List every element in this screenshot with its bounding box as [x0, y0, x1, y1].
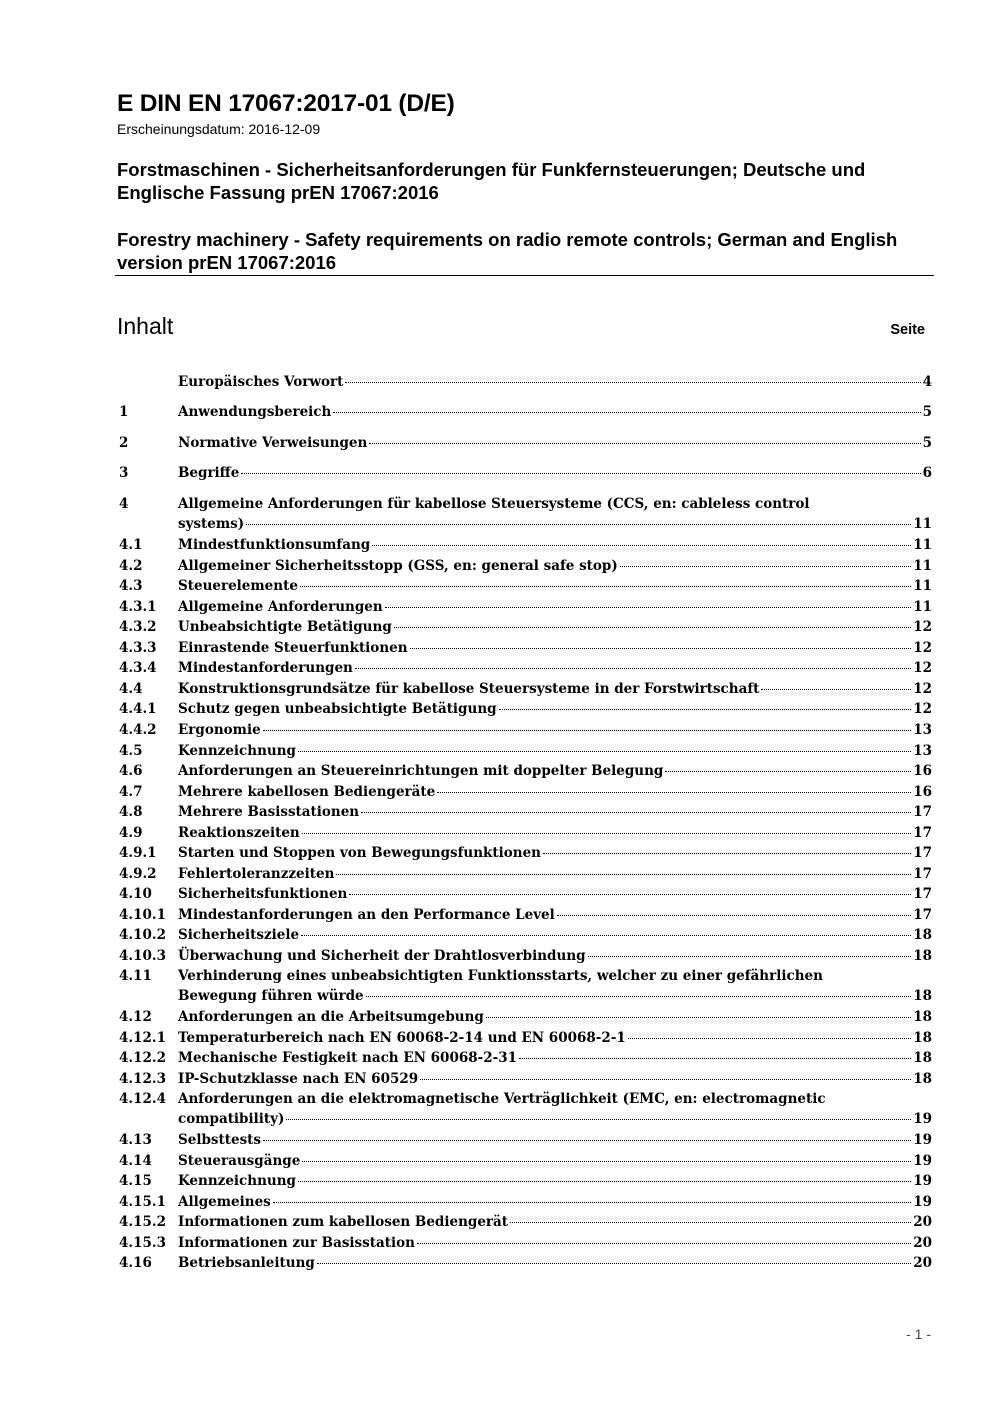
toc-entry-title-block	[178, 597, 932, 617]
toc-entry[interactable]	[117, 864, 932, 884]
toc-leader-line	[178, 986, 932, 1006]
toc-entry-number: 4.16	[119, 1255, 152, 1271]
toc-entry-page: 16	[913, 763, 932, 779]
toc-leader-line	[178, 761, 932, 781]
dot-leader	[420, 1079, 911, 1080]
dot-leader	[486, 1017, 911, 1018]
toc-entry-number: 4.3	[119, 578, 143, 594]
toc-entry-number: 4.11	[119, 968, 152, 984]
dot-leader	[263, 730, 912, 731]
toc-leader-line	[178, 372, 932, 392]
dot-leader	[273, 1202, 911, 1203]
toc-entry-title-block	[178, 1233, 932, 1253]
toc-entry-title-block	[178, 1253, 932, 1273]
dot-leader	[302, 833, 911, 834]
toc-entry-title: Anwendungsbereich	[178, 404, 332, 420]
toc-entry[interactable]	[117, 679, 932, 699]
toc-entry-title: Europäisches Vorwort	[178, 374, 344, 390]
toc-entry-title: Anforderungen an Steuereinrichtungen mit doppelter Belegung	[178, 763, 664, 779]
toc-entry[interactable]	[117, 494, 932, 533]
toc-leader-line	[178, 402, 932, 422]
toc-entry-title: Sicherheitsziele	[178, 927, 300, 943]
toc-entry-title: Normative Verweisungen	[178, 435, 368, 451]
toc-leader-line	[178, 1212, 932, 1232]
toc-entry-page: 5	[922, 404, 932, 420]
dot-leader	[761, 689, 911, 690]
toc-entry[interactable]	[117, 802, 932, 822]
toc-entry-title-block	[178, 535, 932, 555]
toc-entry-page: 12	[913, 701, 932, 717]
dot-leader	[336, 874, 911, 875]
toc-entry-title-block	[178, 433, 932, 453]
toc-entry-title: IP-Schutzklasse nach EN 60529	[178, 1071, 419, 1087]
toc-entry-title-block	[178, 823, 932, 843]
toc-entry-number: 4.3.2	[119, 619, 157, 635]
toc-entry-number: 4.12	[119, 1009, 152, 1025]
toc-entry[interactable]	[117, 1048, 932, 1068]
toc-entry-title: Betriebsanleitung	[178, 1255, 315, 1271]
toc-entry-title: Reaktionszeiten	[178, 825, 300, 841]
toc-entry[interactable]	[117, 741, 932, 761]
title-german: Forstmaschinen - Sicherheitsanforderungen für Funkfernsteuerungen; Deutsche und Englische Fassung prEN 17067:2016	[117, 159, 866, 203]
dot-leader	[557, 915, 911, 916]
toc-entry-title: Selbsttests	[178, 1132, 262, 1148]
toc-leader-line	[178, 679, 932, 699]
toc-entry[interactable]	[117, 699, 932, 719]
toc-leader-line	[178, 1233, 932, 1253]
dot-leader	[286, 1119, 911, 1120]
toc-entry-page: 19	[913, 1132, 932, 1148]
toc-entry-title-block	[178, 576, 932, 596]
toc-entry-title-block	[178, 494, 932, 535]
dot-leader	[588, 956, 912, 957]
toc-entry-page: 18	[913, 1050, 932, 1066]
toc-entry-number: 4.9	[119, 825, 143, 841]
dot-leader	[620, 566, 911, 567]
toc-entry-page: 20	[913, 1214, 932, 1230]
toc-entry-number: 4.3.4	[119, 660, 157, 676]
toc-leader-line	[178, 843, 932, 863]
toc-leader-line	[178, 1253, 932, 1273]
toc-entry-number: 4.10.3	[119, 948, 166, 964]
toc-entry-page: 11	[913, 578, 932, 594]
toc-entry-page: 17	[913, 825, 932, 841]
toc-entry-page: 11	[913, 537, 932, 553]
toc-entry-title-block	[178, 761, 932, 781]
toc-entry[interactable]	[117, 576, 932, 596]
toc-entry-title: Informationen zur Basisstation	[178, 1235, 415, 1251]
title-english: Forestry machinery - Safety requirements on radio remote controls; German and English version prEN 17067:2016	[117, 229, 898, 273]
toc-leader-line	[178, 1028, 932, 1048]
toc-entry[interactable]	[117, 966, 932, 1005]
toc-entry-title: Schutz gegen unbeabsichtigte Betätigung	[178, 701, 497, 717]
dot-leader	[510, 1222, 911, 1223]
toc-leader-line	[178, 802, 932, 822]
toc-leader-line	[178, 905, 932, 925]
toc-entry-title-block	[178, 905, 932, 925]
toc-leader-line	[178, 1151, 932, 1171]
dot-leader	[361, 812, 911, 813]
toc-entry-title-block	[178, 1192, 932, 1212]
toc-entry-page: 19	[913, 1173, 932, 1189]
toc-entry[interactable]	[117, 372, 932, 392]
toc-entry[interactable]	[117, 1130, 932, 1150]
toc-entry[interactable]	[117, 1007, 932, 1027]
toc-entry-number: 4.10.1	[119, 907, 166, 923]
toc-entry[interactable]	[117, 1212, 932, 1232]
dot-leader	[246, 524, 911, 525]
toc-entry-number: 4.13	[119, 1132, 152, 1148]
toc-leader-line	[178, 658, 932, 678]
toc-leader-line	[178, 463, 932, 483]
toc-entry-title: Allgemeine Anforderungen	[178, 599, 383, 615]
toc-entry-title-block	[178, 946, 932, 966]
dot-leader	[298, 1181, 911, 1182]
toc-entry[interactable]	[117, 433, 932, 453]
toc-entry-title-block	[178, 782, 932, 802]
dot-leader	[437, 792, 911, 793]
dot-leader	[263, 1140, 911, 1141]
toc-entry-number: 4.1	[119, 537, 143, 553]
toc-entry[interactable]	[117, 402, 932, 422]
dot-leader	[665, 771, 911, 772]
toc-entry-title-block	[178, 1151, 932, 1171]
toc-entry-title: Steuerelemente	[178, 578, 298, 594]
dot-leader	[355, 668, 911, 669]
dot-leader	[394, 627, 911, 628]
toc-entry[interactable]	[117, 1089, 932, 1128]
toc-entry-page: 18	[913, 1030, 932, 1046]
dot-leader	[302, 1161, 911, 1162]
toc-entry-page: 19	[913, 1153, 932, 1169]
toc-entry-number: 4.14	[119, 1153, 152, 1169]
toc-entry-title-block	[178, 966, 932, 1007]
toc-entry-title-block	[178, 864, 932, 884]
toc-entry-title-block	[178, 925, 932, 945]
toc-entry-page: 17	[913, 845, 932, 861]
toc-entry-number: 4.12.2	[119, 1050, 166, 1066]
dot-leader	[628, 1038, 911, 1039]
toc-entry[interactable]	[117, 597, 932, 617]
dot-leader	[349, 894, 911, 895]
toc-entry[interactable]	[117, 1171, 932, 1191]
toc-entry[interactable]	[117, 884, 932, 904]
toc-entry-page: 19	[913, 1194, 932, 1210]
toc-entry-title-block	[178, 372, 932, 392]
toc-entry-title-block	[178, 638, 932, 658]
toc-entry-page: 13	[913, 722, 932, 738]
toc-entry[interactable]	[117, 1253, 932, 1273]
toc-entry-number: 4.15.2	[119, 1214, 166, 1230]
toc-entry-title-block	[178, 720, 932, 740]
toc-entry-page: 17	[913, 804, 932, 820]
toc-entry[interactable]	[117, 1028, 932, 1048]
toc-entry[interactable]	[117, 535, 932, 555]
toc-entry[interactable]	[117, 761, 932, 781]
dot-leader	[366, 996, 912, 997]
toc-leader-line	[178, 433, 932, 453]
toc-entry[interactable]	[117, 1192, 932, 1212]
toc-entry-title-block	[178, 679, 932, 699]
toc-leader-line	[178, 1069, 932, 1089]
toc-entry-title-block	[178, 658, 932, 678]
toc-leader-line	[178, 884, 932, 904]
toc-entry-title: Fehlertoleranzzeiten	[178, 866, 335, 882]
toc-entry-number: 4.8	[119, 804, 143, 820]
toc-entry[interactable]	[117, 925, 932, 945]
toc-entry-number: 4.9.2	[119, 866, 157, 882]
toc-entry-title: Sicherheitsfunktionen	[178, 886, 348, 902]
toc-entry-page: 11	[913, 599, 932, 615]
toc-entry-title: Allgemeine Anforderungen für kabellose Steuersysteme (CCS, en: cableless control	[178, 496, 810, 512]
toc-entry-title-block	[178, 884, 932, 904]
dot-leader	[543, 853, 911, 854]
toc-entry-page: 16	[913, 784, 932, 800]
dot-leader	[317, 1263, 911, 1264]
toc-entry-title-block	[178, 1007, 932, 1027]
toc-entry-number: 3	[119, 465, 129, 481]
toc-entry-page: 12	[913, 619, 932, 635]
toc-entry[interactable]	[117, 823, 932, 843]
toc-leader-line	[178, 823, 932, 843]
toc-entry-page: 18	[913, 1009, 932, 1025]
toc-entry-title-block	[178, 463, 932, 483]
toc-leader-line	[178, 556, 932, 576]
toc-entry[interactable]	[117, 946, 932, 966]
toc-leader-line	[178, 925, 932, 945]
toc-entry-title-block	[178, 1171, 932, 1191]
toc-entry-number: 4.2	[119, 558, 143, 574]
toc-leader-line	[178, 1130, 932, 1150]
toc-entry-title: Verhinderung eines unbeabsichtigten Funktionsstarts, welcher zu einer gefährlichen	[178, 968, 823, 984]
toc-entry-title: Kennzeichnung	[178, 1173, 296, 1189]
toc-entry-title-block	[178, 741, 932, 761]
toc-entry-page: 5	[922, 435, 932, 451]
toc-leader-line	[178, 638, 932, 658]
toc-leader-line	[178, 1109, 932, 1129]
dot-leader	[345, 382, 920, 383]
toc-entry-number: 4.9.1	[119, 845, 157, 861]
toc-leader-line	[178, 720, 932, 740]
dot-leader	[372, 545, 911, 546]
toc-leader-line	[178, 946, 932, 966]
dot-leader	[333, 412, 920, 413]
toc-entry-page: 17	[913, 907, 932, 923]
toc-leader-line	[178, 597, 932, 617]
toc-entry-title: Anforderungen an die elektromagnetische Verträglichkeit (EMC, en: electromagnetic	[178, 1091, 826, 1107]
toc-entry-title: Allgemeines	[178, 1194, 271, 1210]
toc-entry[interactable]	[117, 1233, 932, 1253]
toc-entry-title: Mindestanforderungen	[178, 660, 353, 676]
toc-entry-title: Mindestanforderungen an den Performance Level	[178, 907, 555, 923]
toc-entry[interactable]	[117, 782, 932, 802]
toc-heading: Inhalt	[117, 313, 174, 339]
toc-entry-page: 18	[913, 988, 932, 1005]
toc-entry-title: Allgemeiner Sicherheitsstopp (GSS, en: general safe stop)	[178, 558, 618, 574]
toc-entry-title: Starten und Stoppen von Bewegungsfunktionen	[178, 845, 541, 861]
dot-leader	[241, 473, 920, 474]
dot-leader	[369, 443, 920, 444]
toc-entry-number: 4.7	[119, 784, 143, 800]
toc-leader-line	[178, 1171, 932, 1191]
toc-entry-title-block	[178, 1069, 932, 1089]
toc-entry-title-continued: compatibility)	[178, 1111, 285, 1128]
toc-entry-number: 4.10.2	[119, 927, 166, 943]
toc-entry-number: 4.12.3	[119, 1071, 166, 1087]
toc-entry-title: Überwachung und Sicherheit der Drahtlosverbindung	[178, 948, 586, 964]
dot-leader	[499, 709, 912, 710]
toc-entry-page: 20	[913, 1255, 932, 1271]
toc-entry-title: Mindestfunktionsumfang	[178, 537, 371, 553]
toc-entry-page: 12	[913, 660, 932, 676]
toc-entry-title-block	[178, 1089, 932, 1130]
dot-leader	[410, 648, 912, 649]
toc-entry-title: Informationen zum kabellosen Bediengerät	[178, 1214, 509, 1230]
toc-entry-number: 4.15.1	[119, 1194, 166, 1210]
document-id: E DIN EN 17067:2017-01 (D/E)	[117, 90, 455, 117]
toc-entry-title-block	[178, 1212, 932, 1232]
toc-entry-number: 4.12.1	[119, 1030, 166, 1046]
header-divider	[115, 275, 934, 276]
toc-entry[interactable]	[117, 843, 932, 863]
toc-entry-title-block	[178, 1048, 932, 1068]
toc-entry-number: 4.4	[119, 681, 143, 697]
toc-entry-title: Ergonomie	[178, 722, 261, 738]
toc-entry-title-block	[178, 617, 932, 637]
toc-entry-page: 12	[913, 681, 932, 697]
toc-entry[interactable]	[117, 463, 932, 483]
toc-entry-page: 19	[913, 1111, 932, 1128]
toc-entry-page: 11	[913, 516, 932, 533]
toc-entry-number: 4.6	[119, 763, 143, 779]
toc-entry-number: 4.3.3	[119, 640, 157, 656]
toc-leader-line	[178, 741, 932, 761]
toc-leader-line	[178, 514, 932, 534]
toc-leader-line	[178, 782, 932, 802]
toc-leader-line	[178, 535, 932, 555]
toc-entry-title: Einrastende Steuerfunktionen	[178, 640, 408, 656]
toc-entry-page: 17	[913, 866, 932, 882]
dot-leader	[417, 1243, 911, 1244]
toc-entry[interactable]	[117, 1151, 932, 1171]
publication-date: Erscheinungsdatum: 2016-12-09	[117, 121, 321, 137]
toc-leader-line	[178, 1192, 932, 1212]
toc-entry-title-continued: Bewegung führen würde	[178, 988, 364, 1005]
toc-entry-title-block	[178, 802, 932, 822]
dot-leader	[385, 607, 912, 608]
toc-entry[interactable]	[117, 905, 932, 925]
toc-entry-title: Kennzeichnung	[178, 743, 296, 759]
toc-entry-page: 11	[913, 558, 932, 574]
toc-entry-title: Konstruktionsgrundsätze für kabellose Steuersysteme in der Forstwirtschaft	[178, 681, 760, 697]
toc-entry-page: 4	[922, 374, 932, 390]
toc-entry-number: 4.5	[119, 743, 143, 759]
toc-leader-line	[178, 576, 932, 596]
toc-entry-title-block	[178, 1028, 932, 1048]
toc-entry-page: 18	[913, 1071, 932, 1087]
dot-leader	[301, 935, 911, 936]
toc-entry[interactable]	[117, 1069, 932, 1089]
toc-entry-title-continued: systems)	[178, 516, 245, 533]
page-column-label: Seite	[890, 322, 925, 338]
toc-entry-number: 4.10	[119, 886, 152, 902]
toc-leader-line	[178, 617, 932, 637]
toc-entry-page: 12	[913, 640, 932, 656]
toc-entry-title: Steuerausgänge	[178, 1153, 301, 1169]
toc-entry-title-block	[178, 402, 932, 422]
dot-leader	[519, 1058, 911, 1059]
toc-entry-page: 17	[913, 886, 932, 902]
toc-leader-line	[178, 1048, 932, 1068]
toc-entry-title: Anforderungen an die Arbeitsumgebung	[178, 1009, 484, 1025]
toc-entry-title: Unbeabsichtigte Betätigung	[178, 619, 392, 635]
dot-leader	[298, 751, 911, 752]
page-number: - 1 -	[906, 1326, 931, 1342]
toc-entry-number: 4.15	[119, 1173, 152, 1189]
toc-entry-number: 4	[119, 496, 129, 512]
toc-entry[interactable]	[117, 720, 932, 740]
toc-entry-number: 4.4.2	[119, 722, 157, 738]
toc-entry-title: Mechanische Festigkeit nach EN 60068-2-31	[178, 1050, 518, 1066]
toc-entry-page: 18	[913, 927, 932, 943]
toc-entry-title: Mehrere kabellosen Bediengeräte	[178, 784, 436, 800]
toc-entry-title-block	[178, 556, 932, 576]
toc-entry[interactable]	[117, 556, 932, 576]
toc-entry-title-block	[178, 699, 932, 719]
toc-entry-title: Temperaturbereich nach EN 60068-2-14 und EN 60068-2-1	[178, 1030, 626, 1046]
toc-entry-number: 4.4.1	[119, 701, 157, 717]
toc-entry-title-block	[178, 843, 932, 863]
toc-entry-page: 20	[913, 1235, 932, 1251]
toc-entry-page: 13	[913, 743, 932, 759]
toc-entry-number: 2	[119, 435, 129, 451]
toc-entry[interactable]	[117, 638, 932, 658]
toc-entry-number: 4.12.4	[119, 1091, 166, 1107]
toc-leader-line	[178, 864, 932, 884]
toc-leader-line	[178, 1007, 932, 1027]
toc-entry-page: 18	[913, 948, 932, 964]
dot-leader	[300, 586, 911, 587]
toc-entry[interactable]	[117, 617, 932, 637]
toc-entry-title: Mehrere Basisstationen	[178, 804, 360, 820]
toc-entry-number: 1	[119, 404, 129, 420]
toc-entry-page: 6	[922, 465, 932, 481]
toc-entry-number: 4.3.1	[119, 599, 157, 615]
toc-entry-number: 4.15.3	[119, 1235, 166, 1251]
toc-entry[interactable]	[117, 658, 932, 678]
toc-entry-title-block	[178, 1130, 932, 1150]
toc-entry-title: Begriffe	[178, 465, 240, 481]
toc-leader-line	[178, 699, 932, 719]
